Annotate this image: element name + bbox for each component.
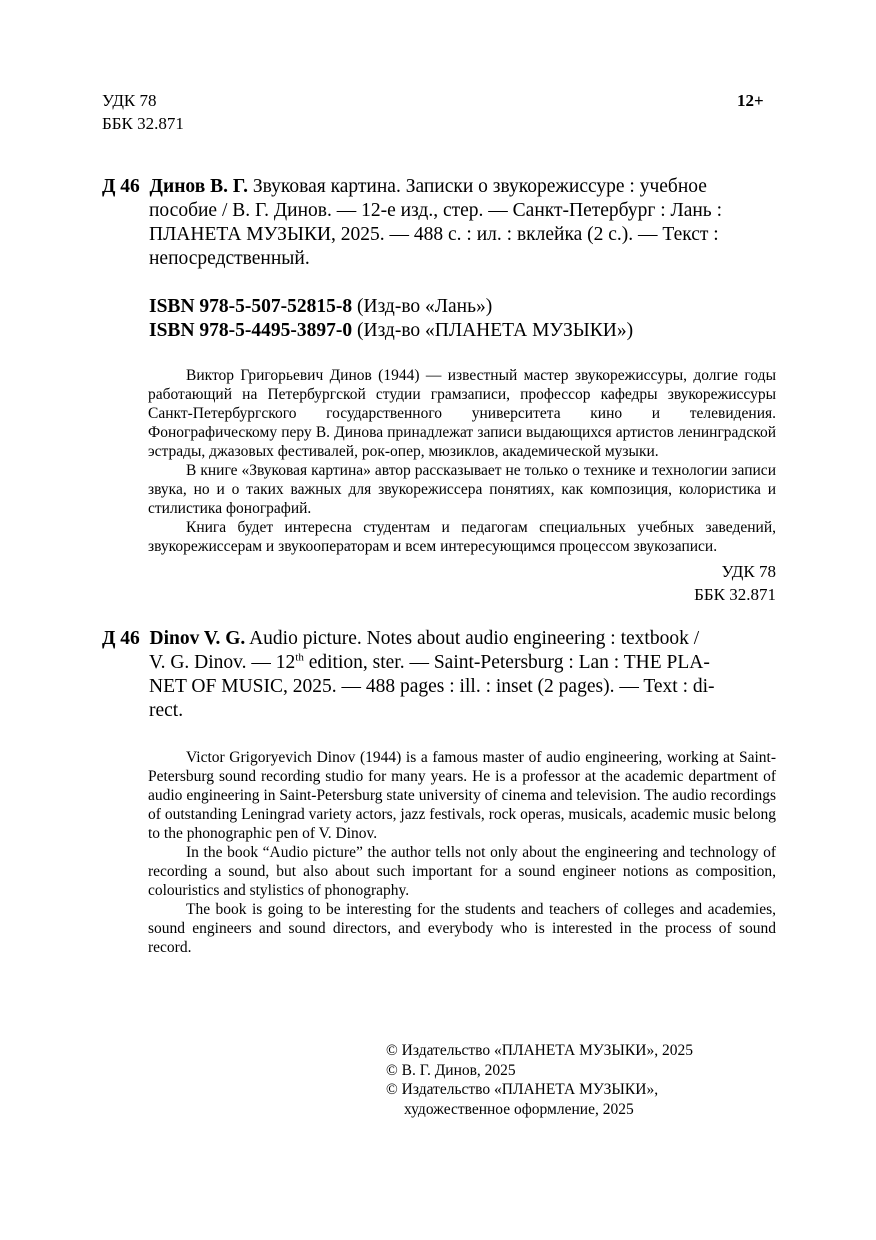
en-entry-line-3: NET OF MUSIC, 2025. — 488 pages : ill. : inset (2 pages). — Text : di- xyxy=(149,676,715,697)
copyright-line: © Издательство «ПЛАНЕТА МУЗЫКИ», xyxy=(386,1081,659,1098)
en-annotation-paragraph: The book is going to be interesting for the students and teachers of colleges and academies, sound engineers and sound directors, and everybody who is interested in the process of sound record. xyxy=(148,901,776,956)
isbn-number: ISBN 978-5-507-52815-8 xyxy=(149,296,353,317)
ru-bibliographic-entry xyxy=(102,175,776,271)
en-entry-line-4: rect. xyxy=(149,700,184,721)
isbn-number: ISBN 978-5-4495-3897-0 xyxy=(149,320,353,341)
ru-annotation-paragraph: В книге «Звуковая картина» автор рассказывает не только о технике и технологии записи звука, но и о таких важных для звукорежиссера понятиях, как композиция, колористика и стилистика фонографий. xyxy=(148,462,776,517)
header-classification xyxy=(102,89,184,135)
ru-annotation-classification xyxy=(600,560,776,606)
ru-entry-line-4: непосредственный. xyxy=(149,248,310,269)
en-annotation-paragraph: In the book “Audio picture” the author tells not only about the engineering and technology of recording a sound, but also about such important for a sound engineer notions as composition, colouristics and stylistics of phonography. xyxy=(148,844,776,899)
udk-code: УДК 78 xyxy=(102,91,157,110)
ru-entry-author: Динов В. Г. xyxy=(149,176,248,197)
isbn-publisher: (Изд-во «Лань») xyxy=(357,296,493,317)
en-entry-code: Д 46 xyxy=(102,628,140,649)
isbn-publisher: (Изд-во «ПЛАНЕТА МУЗЫКИ») xyxy=(357,320,634,341)
isbn-line xyxy=(149,295,633,319)
en-annotation xyxy=(148,748,776,957)
en-bibliographic-entry xyxy=(102,627,776,723)
ru-entry-line-2: пособие / В. Г. Динов. — 12-е изд., стер. — Санкт-Петербург : Лань : xyxy=(149,200,722,221)
en-entry-line-2: V. G. Dinov. — 12th edition, ster. — Saint-Petersburg : Lan : THE PLA- xyxy=(149,651,710,673)
ru-annotation xyxy=(148,366,776,556)
en-annotation-paragraph: Victor Grigoryevich Dinov (1944) is a famous master of audio engineering, working at Saint-Petersburg sound recording studio for many years. He is a professor at the academic department of audio engineering in Saint-Petersburg state university of cinema and television. The audio recordings of outstanding Leningrad variety actors, jazz festivals, rock operas, musicals, academic music belong to the phonographic pen of V. Dinov. xyxy=(148,749,776,842)
ru-entry-code: Д 46 xyxy=(102,176,140,197)
ru-entry-line-3: ПЛАНЕТА МУЗЫКИ, 2025. — 488 с. : ил. : вклейка (2 с.). — Текст : xyxy=(149,224,719,245)
bbk-code: ББК 32.871 xyxy=(102,114,184,133)
copyright-line: художественное оформление, 2025 xyxy=(404,1100,634,1118)
bbk-code: ББК 32.871 xyxy=(694,585,776,604)
copyright-line: © В. Г. Динов, 2025 xyxy=(386,1061,516,1079)
isbn-line xyxy=(149,319,633,343)
age-rating-badge: 12+ xyxy=(737,91,764,110)
ru-annotation-paragraph: Виктор Григорьевич Динов (1944) — известный мастер звукорежиссуры, долгие годы работающий на Петербургской студии грамзаписи, профессор кафедры звукорежиссуры Санкт-Петербургского государственного университета кино и телевидения. Фонографическому перу В. Динова принадлежат записи выдающихся артистов ленинградской эстрады, джазовых фестивалей, рок-опер, мюзиклов, академической музыки. xyxy=(148,367,776,460)
udk-code: УДК 78 xyxy=(721,562,776,581)
en-entry-title: Audio picture. Notes about audio engineering : textbook / xyxy=(249,628,700,649)
en-entry-author: Dinov V. G. xyxy=(149,628,246,649)
copyright-line: © Издательство «ПЛАНЕТА МУЗЫКИ», 2025 xyxy=(386,1042,693,1059)
ru-annotation-paragraph: Книга будет интересна студентам и педагогам специальных учебных заведений, звукорежиссерам и звукооператорам и всем интересующимся процессом звукозаписи. xyxy=(148,519,776,555)
ru-entry-title: Звуковая картина. Записки о звукорежиссуре : учебное xyxy=(252,176,707,197)
edition-superscript: th xyxy=(295,651,304,664)
isbn-block xyxy=(149,295,633,343)
copyright-block xyxy=(386,1041,693,1119)
